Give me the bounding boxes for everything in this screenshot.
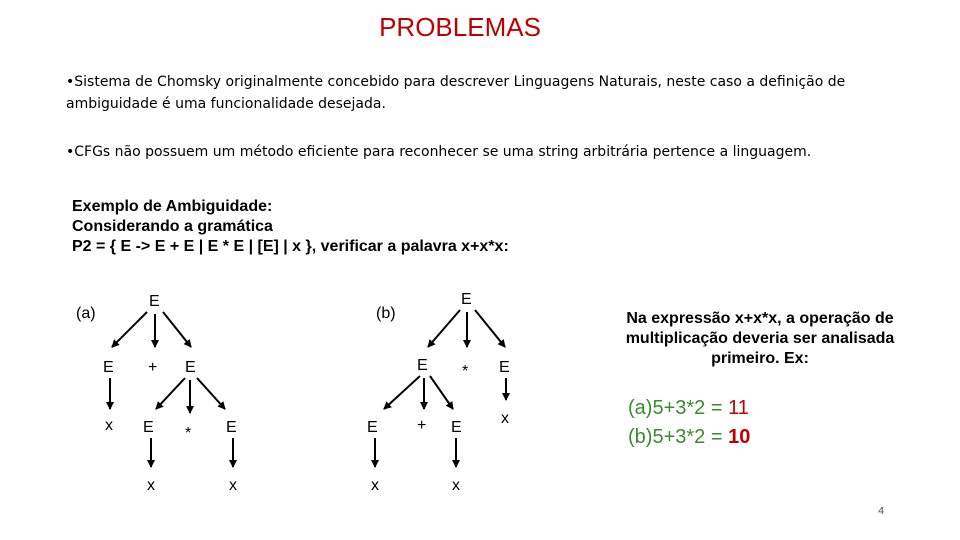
result-a-expression: (a)5+3*2 = — [628, 397, 729, 419]
example-grammar: P2 = { E -> E + E | E * E | [E] | x }, verificar a palavra x+x*x: — [72, 238, 509, 255]
tree-a-node: E — [103, 359, 114, 376]
page-number: 4 — [878, 506, 885, 517]
tree-b-root: E — [461, 291, 472, 308]
bullet-cfg: •CFGs não possuem um método eficiente para reconhecer se uma string arbitrária pertence a linguagem. — [66, 144, 812, 160]
result-a — [628, 397, 749, 420]
tree-a-root: E — [149, 293, 160, 310]
tree-a-edge — [156, 378, 185, 409]
parse-tree-a — [76, 293, 237, 494]
tree-b-node: + — [417, 417, 427, 434]
tree-a-node: x — [147, 477, 155, 494]
tree-b-node: E — [367, 419, 378, 436]
explanation-text: Na expressão x+x*x, a operação de multiplicação deveria ser analisada primeiro. Ex: — [625, 310, 895, 367]
tree-b-node: * — [462, 363, 469, 380]
tree-a-node: E — [143, 419, 154, 436]
page-title: PROBLEMAS — [379, 12, 541, 42]
tree-b-edge — [384, 376, 420, 409]
tree-a-node: * — [185, 425, 192, 442]
example-grammar-intro: Considerando a gramática — [72, 218, 273, 235]
result-b-expression: (b)5+3*2 = — [628, 426, 729, 448]
tree-b-node: E — [417, 357, 428, 374]
tree-a-edge — [197, 378, 225, 409]
tree-a-edge — [163, 312, 191, 347]
tree-b-node: E — [499, 359, 510, 376]
tree-a-node: E — [185, 359, 196, 376]
tree-b-label: (b) — [376, 305, 396, 322]
tree-b-node: x — [371, 477, 379, 494]
result-b-value: 10 — [728, 426, 751, 448]
result-a-value: 11 — [728, 397, 749, 419]
tree-b-edge — [475, 310, 505, 347]
tree-a-node: x — [105, 417, 113, 434]
tree-a-edge — [112, 312, 147, 347]
parse-tree-b — [367, 291, 510, 494]
tree-b-node: x — [452, 477, 460, 494]
tree-a-node: E — [226, 419, 237, 436]
tree-b-edge — [428, 310, 460, 347]
tree-a-node: + — [148, 359, 158, 376]
tree-a-node: x — [229, 477, 237, 494]
tree-b-node: x — [501, 410, 509, 427]
tree-b-edge — [430, 376, 453, 409]
tree-a-label: (a) — [76, 305, 96, 322]
example-heading: Exemplo de Ambiguidade: — [72, 198, 273, 215]
tree-b-node: E — [451, 419, 462, 436]
result-b — [628, 426, 750, 449]
bullet-chomsky: •Sistema de Chomsky originalmente concebido para descrever Linguagens Naturais, neste caso a definição de ambiguidade é uma funcionalidade desejada. — [66, 74, 846, 112]
